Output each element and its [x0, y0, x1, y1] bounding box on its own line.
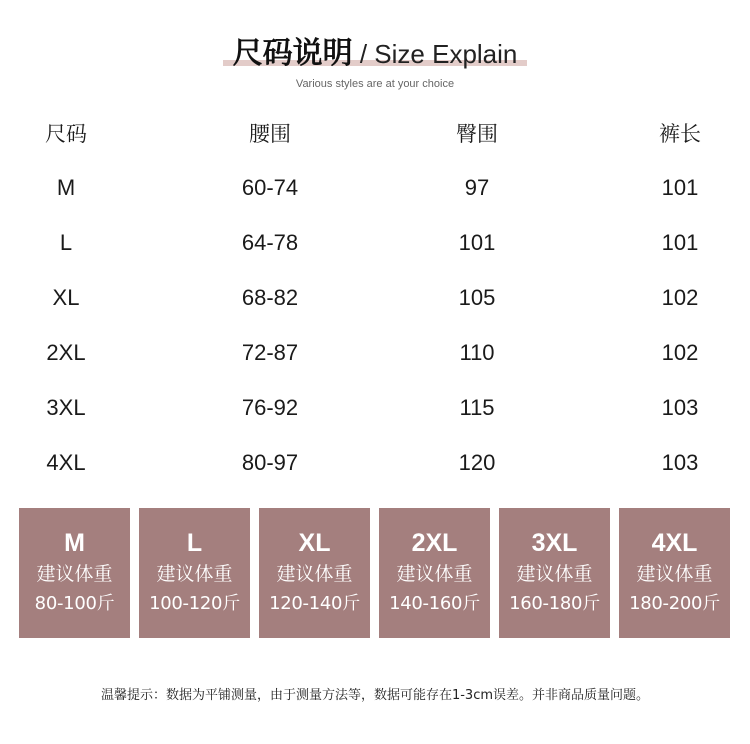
- table-cell: 101: [661, 229, 699, 255]
- title-chinese: 尺码说明: [232, 36, 353, 71]
- table-cell: 102: [661, 284, 699, 310]
- table-cell: 97: [464, 174, 490, 200]
- column-header-hip: 臀围: [456, 122, 498, 146]
- table-cell: 105: [458, 284, 496, 310]
- measurement-note: 温馨提示：数据为平铺测量，由于测量方法等，数据可能存在1-3cm误差。并非商品质量问题。: [100, 688, 650, 703]
- title: [227, 28, 524, 72]
- card-range: 120-140斤: [269, 593, 360, 614]
- table-row: [0, 435, 750, 490]
- table-cell: 76-92: [241, 394, 299, 420]
- weight-card-xl: [259, 508, 370, 638]
- weight-card-l: [139, 508, 250, 638]
- subtitle: Various styles are at your choice: [295, 78, 455, 90]
- table-cell: 103: [661, 449, 699, 475]
- card-size: 3XL: [531, 529, 578, 557]
- table-cell: M: [56, 174, 76, 200]
- table-cell: 102: [661, 339, 699, 365]
- card-label: 建议体重: [36, 563, 113, 585]
- size-table: [0, 105, 750, 490]
- table-cell: 2XL: [46, 339, 86, 365]
- weight-cards: [19, 508, 730, 638]
- card-size: XL: [298, 529, 331, 557]
- weight-card-m: [19, 508, 130, 638]
- header: [0, 28, 750, 90]
- table-cell: XL: [52, 284, 80, 310]
- weight-card-3xl: [499, 508, 610, 638]
- card-label: 建议体重: [156, 563, 233, 585]
- card-label: 建议体重: [636, 563, 713, 585]
- table-cell: 120: [458, 449, 496, 475]
- card-label: 建议体重: [396, 563, 473, 585]
- card-range: 100-120斤: [149, 593, 240, 614]
- table-cell: 72-87: [241, 339, 299, 365]
- card-label: 建议体重: [276, 563, 353, 585]
- table-row: [0, 160, 750, 215]
- table-cell: 4XL: [46, 449, 86, 475]
- table-cell: 80-97: [241, 449, 299, 475]
- table-row: [0, 215, 750, 270]
- card-size: M: [64, 529, 85, 557]
- table-cell: 68-82: [241, 284, 299, 310]
- table-cell: 101: [661, 174, 699, 200]
- weight-card-2xl: [379, 508, 490, 638]
- table-cell: 3XL: [46, 394, 86, 420]
- table-cell: 64-78: [241, 229, 299, 255]
- weight-card-4xl: [619, 508, 730, 638]
- column-header-size: 尺码: [45, 122, 87, 146]
- card-label: 建议体重: [516, 563, 593, 585]
- table-header-row: [0, 105, 750, 160]
- table-cell: 101: [458, 229, 496, 255]
- card-range: 160-180斤: [509, 593, 600, 614]
- table-cell: 110: [459, 339, 495, 365]
- card-size: 4XL: [651, 529, 698, 557]
- card-size: L: [186, 529, 203, 557]
- card-size: 2XL: [411, 529, 458, 557]
- table-row: [0, 380, 750, 435]
- table-cell: L: [59, 229, 73, 255]
- card-range: 180-200斤: [629, 593, 720, 614]
- table-row: [0, 325, 750, 380]
- card-range: 140-160斤: [389, 593, 480, 614]
- table-cell: 103: [661, 394, 699, 420]
- table-cell: 115: [459, 394, 495, 420]
- table-row: [0, 270, 750, 325]
- title-english: / Size Explain: [352, 39, 518, 69]
- card-range: 80-100斤: [34, 593, 115, 614]
- column-header-waist: 腰围: [249, 122, 291, 146]
- column-header-length: 裤长: [659, 122, 701, 146]
- table-cell: 60-74: [241, 174, 299, 200]
